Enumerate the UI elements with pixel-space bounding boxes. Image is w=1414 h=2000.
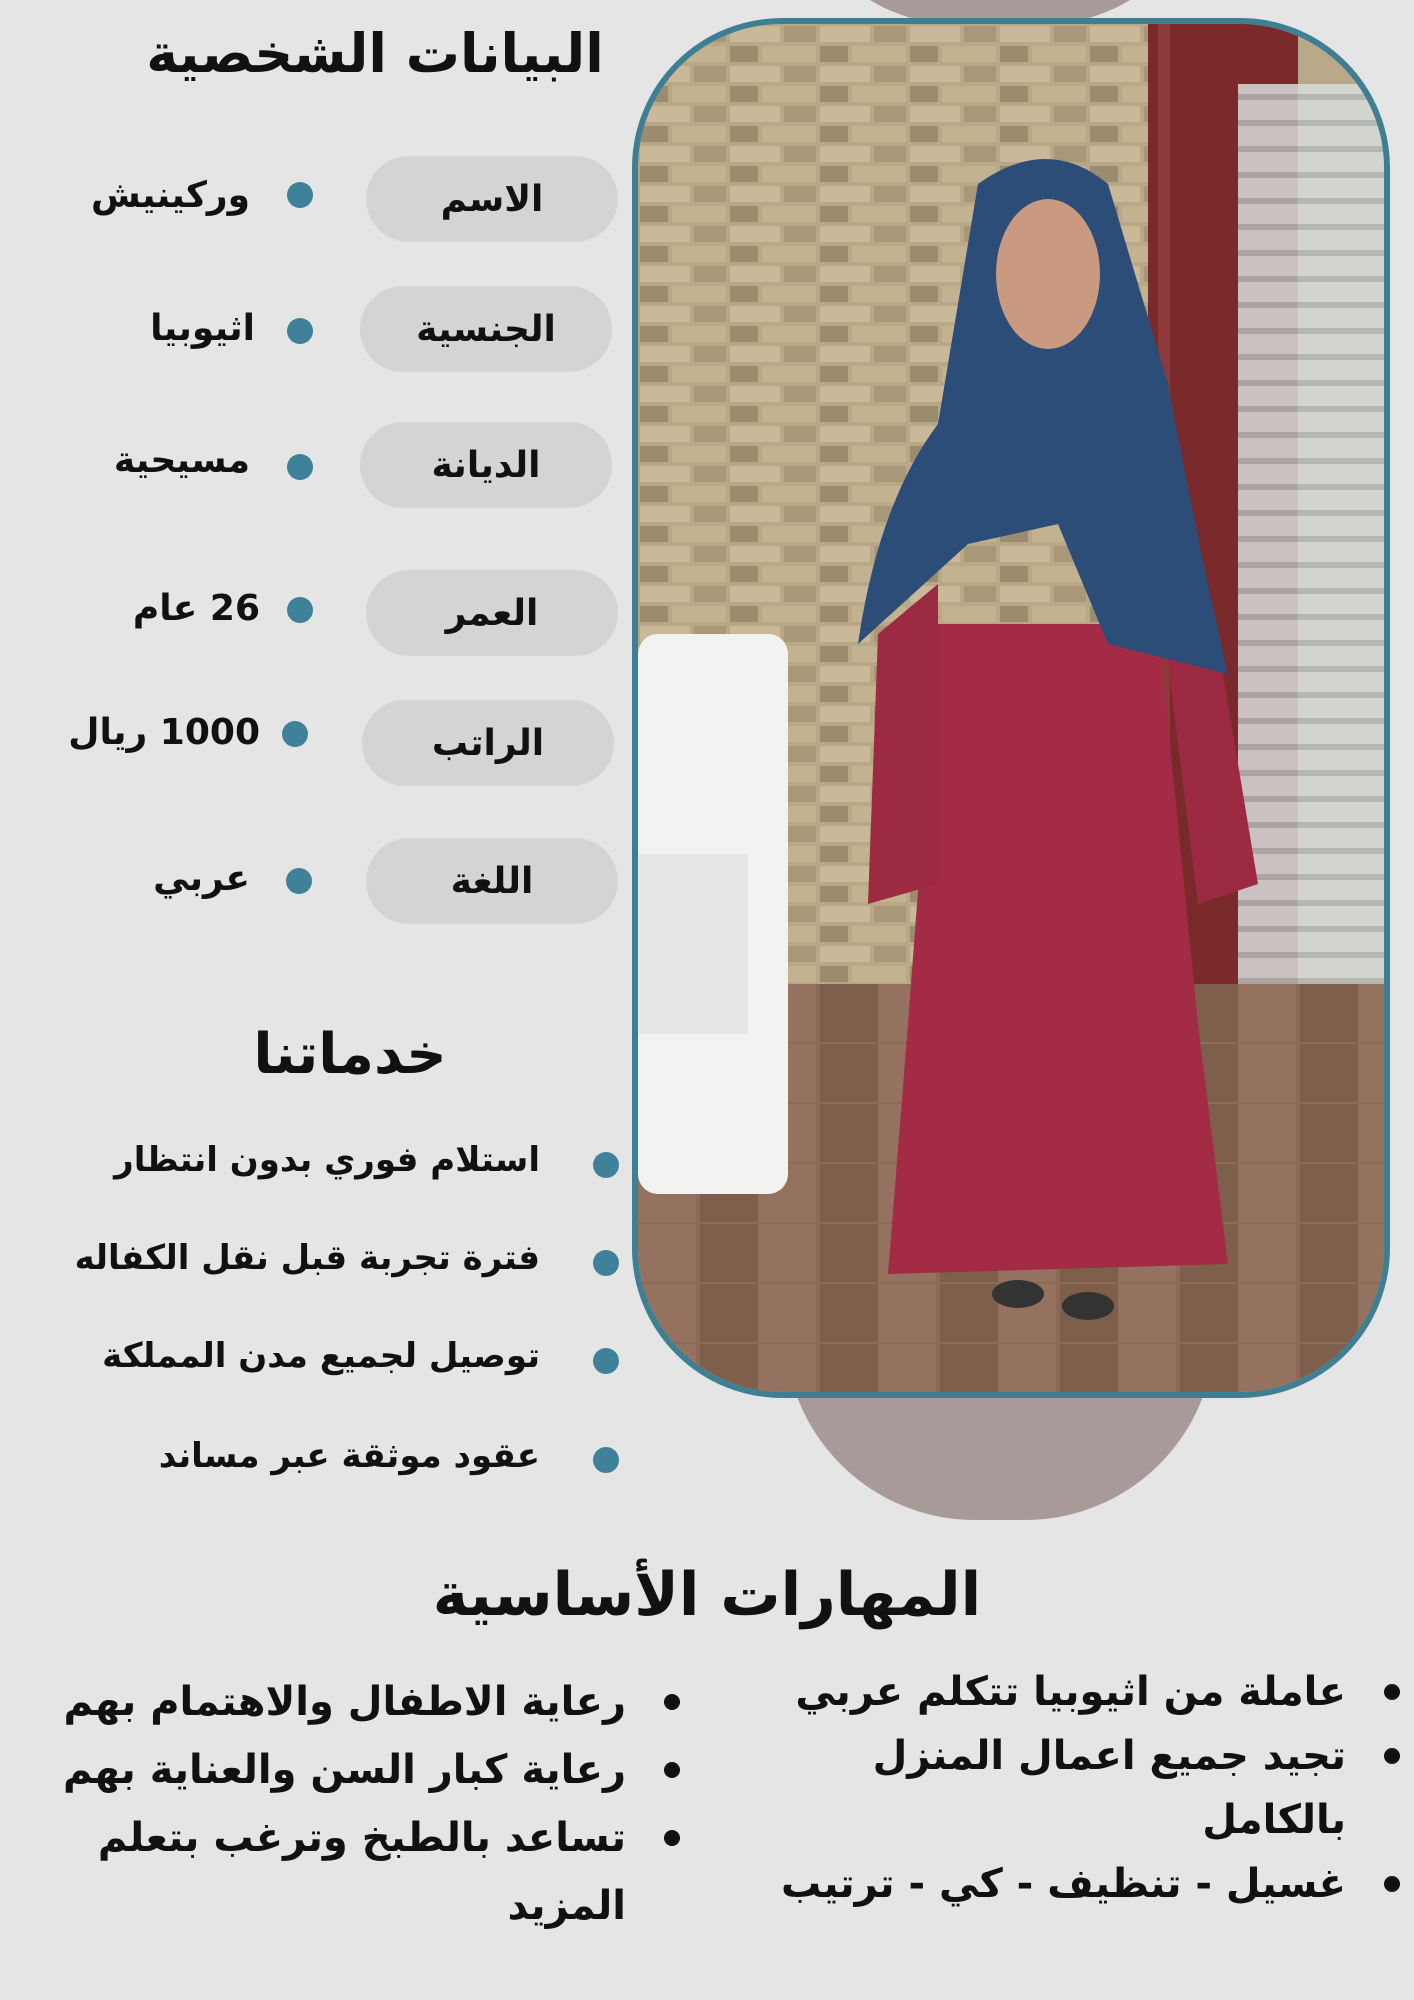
bullet-dot	[287, 454, 313, 480]
bullet-dot	[593, 1152, 619, 1178]
services-title: خدماتنا	[253, 1022, 447, 1087]
service-item: استلام فوري بدون انتظار	[114, 1140, 540, 1180]
label-age: العمر	[445, 592, 539, 634]
skill-item: رعاية الاطفال والاهتمام بهم	[20, 1668, 680, 1736]
label-salary-pill	[362, 700, 614, 786]
bullet-dot	[287, 597, 313, 623]
bullet-dot	[1384, 1684, 1400, 1700]
skill-item: تساعد بالطبخ وترغب بتعلم المزيد	[20, 1804, 680, 1940]
label-nationality: الجنسية	[416, 308, 556, 350]
skill-item: عاملة من اثيوبيا تتكلم عربي	[720, 1660, 1400, 1724]
bullet-dot	[664, 1830, 680, 1846]
service-item: توصيل لجميع مدن المملكة	[102, 1336, 540, 1376]
value-language: عربي	[153, 858, 250, 899]
label-religion-pill	[360, 422, 612, 508]
bullet-dot	[593, 1348, 619, 1374]
label-age-pill	[366, 570, 618, 656]
skills-right-list	[720, 1660, 1400, 1916]
label-nationality-pill	[360, 286, 612, 372]
service-item: عقود موثقة عبر مساند	[158, 1436, 540, 1476]
worker-photo	[632, 18, 1390, 1398]
bullet-dot	[664, 1694, 680, 1710]
bullet-dot	[593, 1250, 619, 1276]
skill-item: تجيد جميع اعمال المنزل بالكامل	[720, 1724, 1400, 1852]
label-salary: الراتب	[431, 722, 545, 764]
value-salary: 1000 ريال	[68, 712, 260, 753]
label-language: اللغة	[450, 860, 534, 902]
skills-left-list	[20, 1668, 680, 1940]
bullet-dot	[664, 1762, 680, 1778]
label-name: الاسم	[440, 178, 544, 220]
label-language-pill	[366, 838, 618, 924]
bullet-dot	[287, 318, 313, 344]
bullet-dot	[286, 868, 312, 894]
bullet-dot	[1384, 1748, 1400, 1764]
bullet-dot	[1384, 1876, 1400, 1892]
bullet-dot	[593, 1447, 619, 1473]
label-religion: الديانة	[431, 444, 541, 486]
bullet-dot	[282, 721, 308, 747]
skill-item: غسيل - تنظيف - كي - ترتيب	[720, 1852, 1400, 1916]
skill-item: رعاية كبار السن والعناية بهم	[20, 1736, 680, 1804]
value-religion: مسيحية	[113, 440, 250, 481]
value-name: وركينيش	[90, 175, 250, 216]
value-age: 26 عام	[132, 588, 260, 629]
label-name-pill	[366, 156, 618, 242]
personal-data-title: البيانات الشخصية	[146, 22, 604, 85]
service-item: فترة تجربة قبل نقل الكفاله	[74, 1238, 540, 1278]
skills-title: المهارات الأساسية	[432, 1560, 982, 1630]
bullet-dot	[287, 182, 313, 208]
value-nationality: اثيوبيا	[150, 308, 255, 349]
